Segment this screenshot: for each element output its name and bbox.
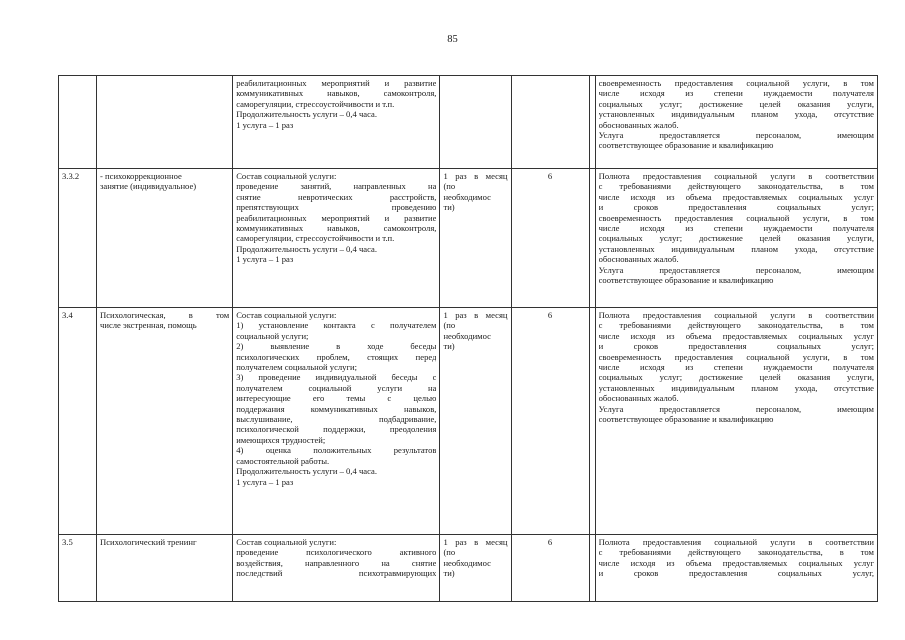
cell-line: и сроков предоставления социальных услуг;	[598, 202, 874, 213]
cell-line: (по	[443, 320, 456, 331]
service-rate-cell: 6	[511, 169, 589, 308]
cell-line: обоснованных жалоб.	[598, 393, 679, 404]
cell-line: препятствующих проведению	[236, 202, 437, 213]
service-content-cell	[233, 76, 440, 169]
cell-line: Состав социальной услуги:	[236, 310, 337, 320]
table-row	[59, 76, 878, 169]
cell-line: соответствующее образование и квалификацию	[598, 414, 774, 425]
cell-line: и сроков предоставления социальных услуг;	[598, 341, 874, 352]
cell-line: Услуга предоставляется персоналом, имеющим	[598, 130, 874, 141]
cell-line: получателем социальной услуги на	[236, 382, 437, 393]
cell-line: имеющихся трудностей;	[236, 434, 326, 445]
cell-line: Полнота предоставления социальной услуги в соответствии	[598, 310, 874, 320]
cell-line: воздействия, направленного на снятие	[236, 557, 437, 568]
cell-line: числе исходя из объема предоставляемых социальных услуг	[598, 330, 874, 341]
service-frequency-cell	[440, 76, 511, 169]
cell-line: проведение психологического активного	[236, 547, 437, 558]
service-number-cell: 3.4	[59, 308, 97, 535]
service-rate-cell	[511, 76, 589, 169]
cell-line: 1 услуга – 1 раз	[236, 476, 294, 487]
cell-line: самостоятельной работы.	[236, 455, 330, 466]
cell-line: соответствующее образование и квалификацию	[598, 140, 774, 151]
service-quality-cell	[595, 76, 877, 169]
table-row	[59, 169, 878, 308]
cell-line: необходимос	[443, 557, 491, 568]
cell-line: Психологический тренинг	[100, 537, 197, 547]
cell-line: Продолжительность услуги – 0,4 часа.	[236, 466, 377, 477]
cell-line: Состав социальной услуги:	[236, 171, 337, 181]
cell-line: психологических проблем, стоящих перед	[236, 351, 437, 362]
cell-line: своевременность предоставления социальной услуги, в том	[598, 212, 874, 223]
cell-line: Услуга предоставляется персоналом, имеющим	[598, 403, 874, 414]
cell-line: ти)	[443, 341, 455, 352]
cell-line: необходимос	[443, 330, 491, 341]
cell-line: ти)	[443, 568, 455, 579]
cell-line: 3) проведение индивидуальной беседы с	[236, 372, 437, 383]
cell-line: Продолжительность услуги – 0,4 часа.	[236, 109, 377, 120]
cell-line: реабилитационных мероприятий и развитие	[236, 212, 437, 223]
service-number-cell: 3.3.2	[59, 169, 97, 308]
cell-line: 1 услуга – 1 раз	[236, 119, 294, 130]
cell-line: числе исходя из степени нуждаемости получателя	[598, 223, 874, 234]
table-row	[59, 535, 878, 602]
cell-line: с требованиями действующего законодательства, в том	[598, 181, 874, 192]
cell-line: 1 услуга – 1 раз	[236, 254, 294, 265]
cell-line: с требованиями действующего законодательства, в том	[598, 320, 874, 331]
cell-line: числе исходя из степени нуждаемости получателя	[598, 88, 874, 99]
cell-line: последствий психотравмирующих	[236, 568, 437, 579]
service-name-cell	[97, 169, 233, 308]
service-frequency-cell	[440, 308, 511, 535]
cell-line: числе экстренная, помощь	[100, 320, 197, 331]
page-number: 85	[447, 34, 458, 45]
cell-line: саморегуляции, стрессоустойчивости и т.п.	[236, 233, 395, 244]
cell-line: социальной услуги;	[236, 330, 309, 341]
service-name-cell	[97, 535, 233, 602]
service-content-cell	[233, 535, 440, 602]
cell-line: получателем социальной услуги;	[236, 362, 357, 373]
services-table-body	[59, 76, 878, 602]
cell-line: 1 раз в месяц	[443, 310, 508, 320]
cell-line: Полнота предоставления социальной услуги в соответствии	[598, 171, 874, 181]
service-quality-cell	[595, 535, 877, 602]
cell-line: Полнота предоставления социальной услуги в соответствии	[598, 537, 874, 547]
service-frequency-cell	[440, 535, 511, 602]
cell-line: реабилитационных мероприятий и развитие	[236, 78, 437, 88]
services-table	[58, 75, 878, 602]
cell-line: - психокоррекционное	[100, 171, 182, 181]
service-content-cell	[233, 169, 440, 308]
cell-line: саморегуляции, стрессоустойчивости и т.п.	[236, 98, 395, 109]
cell-line: проведение занятий, направленных на	[236, 181, 437, 192]
cell-line: коммуникативных навыков, самоконтроля,	[236, 88, 437, 99]
cell-line: интересующие его темы с целью	[236, 393, 437, 404]
service-number-cell	[59, 76, 97, 169]
service-rate-cell: 6	[511, 535, 589, 602]
cell-line: поддержания коммуникативных навыков,	[236, 403, 437, 414]
cell-line: Психологическая, в том	[100, 310, 230, 320]
service-name-cell	[97, 308, 233, 535]
service-number-cell: 3.5	[59, 535, 97, 602]
service-quality-cell	[595, 169, 877, 308]
cell-line: занятие (индивидуальное)	[100, 181, 197, 192]
cell-line: социальных услуг; достижение целей оказания услуги,	[598, 372, 874, 383]
cell-line: и сроков предоставления социальных услуг,	[598, 568, 874, 579]
cell-line: 4) оценка положительных результатов	[236, 445, 437, 456]
cell-line: числе исходя из степени нуждаемости получателя	[598, 362, 874, 373]
cell-line: своевременность предоставления социальной услуги, в том	[598, 351, 874, 362]
cell-line: 1 раз в месяц	[443, 537, 508, 547]
cell-line: социальных услуг; достижение целей оказания услуги,	[598, 233, 874, 244]
cell-line: снятие невротических расстройств,	[236, 191, 437, 202]
service-rate-cell: 6	[511, 308, 589, 535]
cell-line: обоснованных жалоб.	[598, 119, 679, 130]
cell-line: 2) выявление в ходе беседы	[236, 341, 437, 352]
cell-line: психологической поддержки, преодоления	[236, 424, 437, 435]
cell-line: числе исходя из объема предоставляемых социальных услуг	[598, 557, 874, 568]
service-frequency-cell	[440, 169, 511, 308]
service-content-cell	[233, 308, 440, 535]
table-row	[59, 308, 878, 535]
cell-line: с требованиями действующего законодательства, в том	[598, 547, 874, 558]
cell-line: установленных индивидуальным планом ухода, отсутствие	[598, 243, 874, 254]
cell-line: 1) установление контакта с получателем	[236, 320, 437, 331]
cell-line: ти)	[443, 202, 455, 213]
cell-line: Состав социальной услуги:	[236, 537, 337, 547]
cell-line: Услуга предоставляется персоналом, имеющим	[598, 264, 874, 275]
cell-line: (по	[443, 547, 456, 558]
cell-line: установленных индивидуальным планом ухода, отсутствие	[598, 382, 874, 393]
service-quality-cell	[595, 308, 877, 535]
cell-line: числе исходя из объема предоставляемых социальных услуг	[598, 191, 874, 202]
cell-line: своевременность предоставления социальной услуги, в том	[598, 78, 874, 88]
cell-line: обоснованных жалоб.	[598, 254, 679, 265]
cell-line: Продолжительность услуги – 0,4 часа.	[236, 243, 377, 254]
cell-line: необходимос	[443, 191, 491, 202]
cell-line: социальных услуг; достижение целей оказания услуги,	[598, 98, 874, 109]
service-name-cell	[97, 76, 233, 169]
cell-line: 1 раз в месяц	[443, 171, 508, 181]
cell-line: (по	[443, 181, 456, 192]
cell-line: выслушивание, подбадривание,	[236, 414, 437, 425]
cell-line: соответствующее образование и квалификацию	[598, 275, 774, 286]
cell-line: коммуникативных навыков, самоконтроля,	[236, 223, 437, 234]
cell-line: установленных индивидуальным планом ухода, отсутствие	[598, 109, 874, 120]
